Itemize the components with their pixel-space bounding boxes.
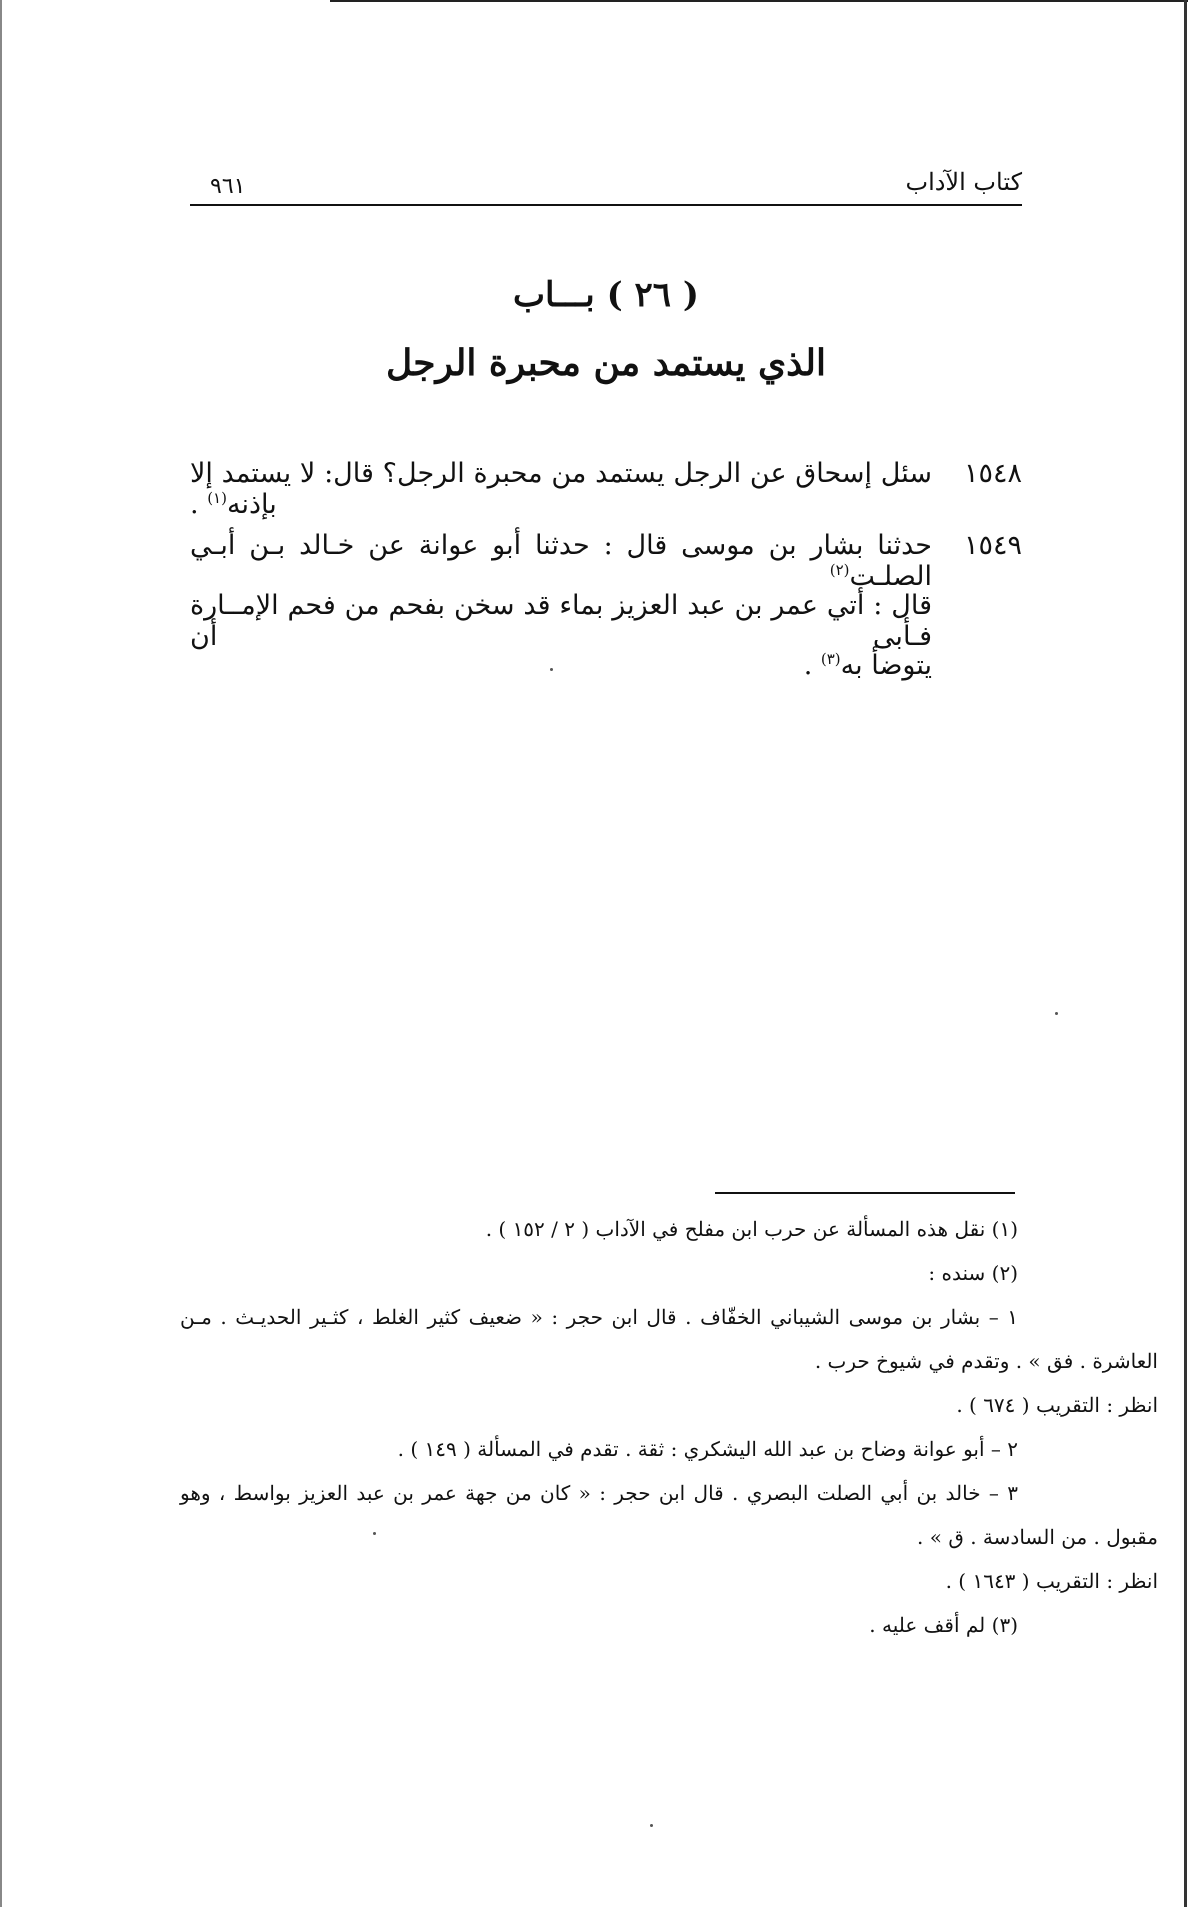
scan-speck bbox=[1055, 1012, 1058, 1015]
footnote-3: (٣) لم أقف عليه . bbox=[869, 1613, 1018, 1637]
scan-speck bbox=[650, 1824, 653, 1827]
footnote-ref: (١) bbox=[207, 489, 227, 507]
header-rule bbox=[190, 204, 1022, 206]
footnote-1: (١) نقل هذه المسألة عن حرب ابن مفلح في الآداب ( ٢ / ١٥٢ ) . bbox=[485, 1217, 1018, 1241]
footnote-2-item-3-ref: انظر : التقريب ( ١٦٤٣ ) . bbox=[945, 1569, 1158, 1593]
entry-number: ١٥٤٨ bbox=[963, 458, 1022, 489]
footnote-separator bbox=[715, 1192, 1015, 1194]
entry-line: سئل إسحاق عن الرجل يستمد من محبرة الرجل؟ قال: لا يستمد إلا بإذنه$^{(١)}$ . bbox=[190, 458, 932, 520]
entry-1549 bbox=[190, 530, 1022, 690]
footnote-ref: (٢) bbox=[829, 561, 850, 579]
scan-border-right bbox=[1184, 0, 1187, 1907]
entry-line: يتوضأ به$^{(٣)}$ . bbox=[803, 650, 932, 681]
chapter-heading: ( ٢٦ ) بـــاب bbox=[513, 275, 699, 315]
entry-text: قال : أتي عمر بن عبد العزيز بماء قد سخن بفحم من فحم الإمــارة فـأبى أن bbox=[190, 590, 932, 652]
footnote-2-item-3-cont: مقبول . من السادسة . ق » . bbox=[917, 1525, 1158, 1549]
running-head bbox=[190, 168, 1022, 202]
entry-1548 bbox=[190, 458, 1022, 520]
entry-text: حدثنا بشار بن موسى قال : حدثنا أبو عوانة عن خـالد بـن أبـي الصلـت bbox=[190, 530, 932, 592]
entry-text: سئل إسحاق عن الرجل يستمد من محبرة الرجل؟ قال: لا يستمد إلا بإذنه bbox=[190, 458, 932, 520]
footnote-2-item-1: ١ – بشار بن موسى الشيباني الخفّاف . قال ابن حجر : « ضعيف كثير الغلط ، كثـير الحديـث . مـن bbox=[180, 1305, 1018, 1329]
scan-border-top bbox=[330, 0, 1188, 2]
footnote-2-item-2: ٢ – أبو عوانة وضاح بن عبد الله اليشكري : ثقة . تقدم في المسألة ( ١٤٩ ) . bbox=[397, 1437, 1018, 1461]
entry-line bbox=[190, 530, 932, 592]
footnote-2-heading: (٢) سنده : bbox=[928, 1261, 1018, 1285]
page-number: ٩٦١ bbox=[210, 174, 246, 199]
entry-text: يتوضأ به bbox=[840, 650, 932, 681]
scan-speck bbox=[373, 1532, 376, 1535]
scan-border-left bbox=[0, 0, 2, 1907]
entry-line bbox=[190, 590, 932, 652]
chapter-title: الذي يستمد من محبرة الرجل bbox=[385, 342, 827, 384]
book-title: كتاب الآداب bbox=[905, 168, 1022, 196]
footnote-2-item-1-ref: انظر : التقريب ( ٦٧٤ ) . bbox=[956, 1393, 1158, 1417]
footnote-2-item-3: ٣ – خالد بن أبي الصلت البصري . قال ابن حجر : « كان من جهة عمر بن عبد العزيز بواسط ، وهو bbox=[180, 1481, 1018, 1505]
scan-speck bbox=[550, 668, 553, 671]
footnote-2-item-1-cont: العاشرة . فق » . وتقدم في شيوخ حرب . bbox=[814, 1349, 1158, 1373]
footnote-ref: (٣) bbox=[820, 650, 841, 668]
entry-number: ١٥٤٩ bbox=[963, 530, 1022, 561]
